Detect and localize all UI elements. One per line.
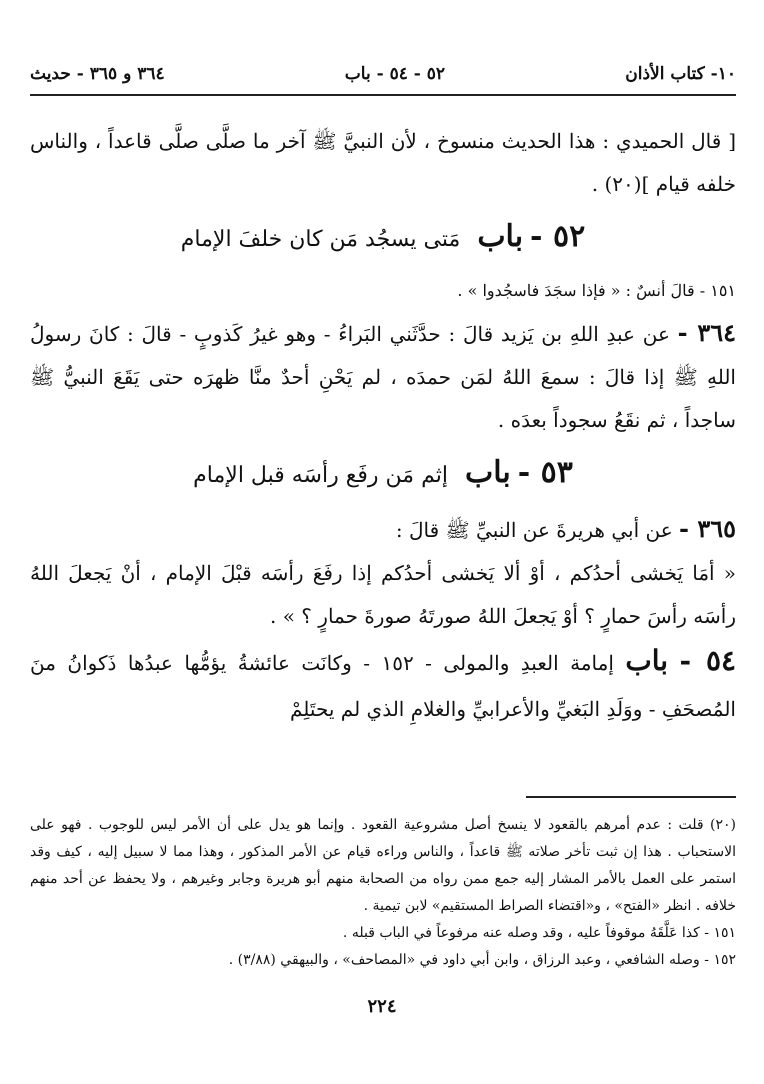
chapter-heading-52 bbox=[30, 208, 736, 269]
running-header bbox=[30, 58, 736, 90]
footnotes bbox=[30, 812, 736, 974]
chapter-word: باب bbox=[464, 455, 511, 490]
chapter-number: ٥٣ - bbox=[517, 455, 573, 490]
chapter-word: باب bbox=[477, 219, 524, 254]
header-chapter: ١٠- كتاب الأذان bbox=[625, 64, 736, 84]
chapter-number: ٥٢ - bbox=[530, 219, 586, 254]
footnote-20: (٢٠) قلت : عدم أمرهم بالقعود لا ينسخ أصل مشروعية القعود . وإنما هو يدل على أن الأمر ليس للوجوب . فهو على الاستحباب . هذا إن ثبت تأخر صلاته ﷺ قاعداً ، والناس وراءه قيام عن الأمر المذكور ، وهذا مما لا سبيل إليه ، كيف وقد استمر على العمل بالأمر المشار إليه جمع ممن رواه من الصحابة منهم أبو هريرة وجابر وغيرهم ، ولا يحفظ عن أحد منهم خلافه . انظر «الفتح» ، و«اقتضاء الصراط المستقيم» لابن تيمية . bbox=[30, 817, 737, 914]
header-sections: ٥٢ - ٥٤ - باب bbox=[344, 64, 446, 84]
chapter-title: إمامة العبدِ والمولى - ١٥٢ - وكانَت عائشةُ يؤمُّها عبدُها ذَكوانُ منَ المُصحَفِ - ووَلَدِ البَغيِّ والأعرابيِّ والغلامِ الذي لم يحتَلِمْ bbox=[30, 651, 736, 721]
athar-151: ١٥١ - قالَ أنسٌ : « فإذا سجَدَ فاسجُدوا » . bbox=[457, 281, 736, 300]
footnote-151: ١٥١ - كذا عَلَّقَهُ موقوفاً عليه ، وقد وصله عنه مرفوعاً في الباب قبله . bbox=[342, 925, 736, 941]
hadith-number: ٣٦٤ - bbox=[677, 318, 736, 347]
hadith-365-quote: « أمَا يَخشى أحدُكم ، أوْ ألا يَخشى أحدُكم إذا رفَعَ رأسَه قبْلَ الإمام ، أنْ يَجعلَ اللهُ رأسَه رأسَ حمارٍ ؟ أوْ يَجعلَ اللهُ صورتَهُ صورةَ حمارٍ ؟ » . bbox=[30, 561, 736, 628]
hadith-text: عن عبدِ اللهِ بن يَزيد قالَ : حدَّثَني البَراءُ - وهو غيرُ كَذوبٍ - قالَ : كانَ رسولُ اللهِ ﷺ إذا قالَ : سمعَ اللهُ لمَن حمدَه ، لم يَحْنِ أحدٌ منَّا ظهرَه حتى يَقَعَ النبيُّ ﷺ ساجداً ، ثم نقَعُ سجوداً بعدَه . bbox=[30, 322, 736, 432]
header-hadith-range: ٣٦٤ و ٣٦٥ - حديث bbox=[30, 64, 165, 84]
chapter-heading-54 bbox=[30, 638, 736, 732]
hadith-364 bbox=[30, 311, 736, 442]
main-text bbox=[30, 120, 736, 732]
hadith-number: ٣٦٥ - bbox=[679, 514, 736, 543]
hadith-text: عن أبي هريرةَ عن النبيِّ ﷺ قالَ : bbox=[395, 518, 673, 542]
header-divider bbox=[30, 94, 736, 96]
chapter-word: باب bbox=[625, 644, 669, 677]
chapter-title: مَتى يسجُد مَن كان خلفَ الإمام bbox=[180, 227, 461, 252]
hadith-365 bbox=[30, 507, 736, 552]
page-number: ٢٢٤ bbox=[367, 996, 397, 1017]
footnote-152: ١٥٢ - وصله الشافعي ، وعبد الرزاق ، وابن أبي داود في «المصاحف» ، والبيهقي (٣/٨٨) . bbox=[228, 952, 736, 968]
footnote-divider bbox=[526, 796, 736, 798]
chapter-heading-53 bbox=[30, 444, 736, 505]
humaydi-note: [ قال الحميدي : هذا الحديث منسوخ ، لأن النبيَّ ﷺ آخر ما صلَّى صلَّى قاعداً ، والناس خلفه قيام ](٢٠) . bbox=[30, 129, 736, 196]
chapter-number: ٥٤ - bbox=[679, 644, 737, 677]
chapter-title: إثم مَن رفَع رأسَه قبل الإمام bbox=[193, 463, 448, 488]
